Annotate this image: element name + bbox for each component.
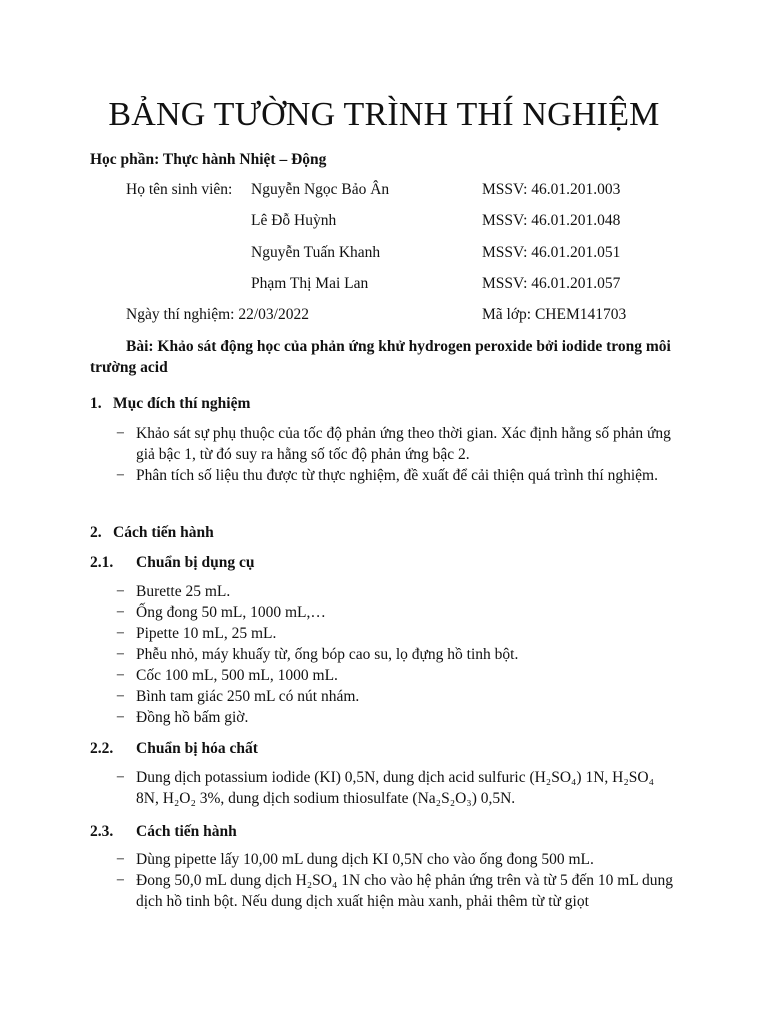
bullet-list	[110, 849, 680, 912]
list-item-text: Dùng pipette lấy 10,00 mL dung dịch KI 0,5N cho vào ống đong 500 mL.	[136, 851, 594, 868]
list-item-text: Cốc 100 mL, 500 mL, 1000 mL.	[136, 667, 338, 684]
dash-bullet: −	[116, 872, 125, 889]
student-name: Nguyễn Ngọc Bảo Ân	[251, 181, 390, 198]
list-item	[110, 665, 680, 686]
dash-bullet: −	[116, 604, 125, 621]
section-title: Cách tiến hành	[113, 524, 214, 541]
dash-bullet: −	[116, 688, 125, 705]
list-item-text: Dung dịch potassium iodide (KI) 0,5N, dung dịch acid sulfuric (H₂SO₄) 1N, H₂SO₄ 8N, H₂O₂ 3%, dung dịch sodium thiosulfate (Na₂S₂O₃) 0,5N.	[136, 769, 654, 807]
list-item-text: Phân tích số liệu thu được từ thực nghiệm, đề xuất để cải thiện quá trình thí nghiệm.	[136, 467, 658, 484]
list-item	[110, 644, 680, 665]
student-id: MSSV: 46.01.201.051	[482, 244, 621, 261]
list-item-text: Đong 50,0 mL dung dịch H₂SO₄ 1N cho vào hệ phản ứng trên và từ 5 đến 10 mL dung dịch hồ tinh bột. Nếu dung dịch xuất hiện màu xanh, phải thêm từ từ giọt	[136, 872, 674, 910]
list-item	[110, 423, 680, 465]
list-item	[110, 849, 680, 870]
dash-bullet: −	[116, 625, 125, 642]
bullet-list	[110, 423, 680, 486]
list-item	[110, 686, 680, 707]
experiment-title-text: Bài: Khảo sát động học của phản ứng khử hydrogen peroxide bởi iodide trong môi trường acid	[90, 338, 671, 376]
subsection-number: 2.3.	[90, 823, 114, 840]
list-item	[110, 581, 680, 602]
dash-bullet: −	[116, 467, 125, 484]
dash-bullet: −	[116, 709, 125, 726]
dash-bullet: −	[116, 646, 125, 663]
experiment-title	[90, 336, 680, 378]
subsection-number: 2.1.	[90, 554, 114, 571]
section-number: 2.	[90, 524, 102, 541]
student-name: Phạm Thị Mai Lan	[251, 275, 369, 292]
student-id: MSSV: 46.01.201.057	[482, 275, 621, 292]
subsection-number: 2.2.	[90, 740, 114, 757]
section-heading	[90, 522, 214, 543]
subsection-heading	[90, 738, 258, 759]
list-item-text: Đồng hồ bấm giờ.	[136, 709, 249, 726]
student-id: MSSV: 46.01.201.003	[482, 181, 621, 198]
list-item	[110, 602, 680, 623]
class-code: Mã lớp: CHEM141703	[482, 306, 627, 323]
student-name: Lê Đỗ Huỳnh	[251, 212, 337, 229]
list-item-text: Burette 25 mL.	[136, 583, 231, 600]
student-id: MSSV: 46.01.201.048	[482, 212, 621, 229]
subsection-title: Chuẩn bị dụng cụ	[136, 554, 255, 571]
list-item	[110, 465, 680, 486]
list-item	[110, 870, 680, 912]
list-item-text: Khảo sát sự phụ thuộc của tốc độ phản ứng theo thời gian. Xác định hằng số phản ứng giả bậc 1, từ đó suy ra hằng số tốc độ phản ứng bậc 2.	[136, 425, 671, 463]
subsection-title: Cách tiến hành	[136, 823, 237, 840]
subsection-heading	[90, 821, 237, 842]
subsection-title: Chuẩn bị hóa chất	[136, 740, 258, 757]
list-item-text: Bình tam giác 250 mL có nút nhám.	[136, 688, 360, 705]
course-name: Học phần: Thực hành Nhiệt – Động	[90, 151, 327, 168]
list-item	[110, 623, 680, 644]
bullet-list	[110, 581, 680, 728]
list-item	[110, 767, 680, 809]
dash-bullet: −	[116, 583, 125, 600]
dash-bullet: −	[116, 425, 125, 442]
section-number: 1.	[90, 395, 102, 412]
section-title: Mục đích thí nghiệm	[113, 395, 251, 412]
dash-bullet: −	[116, 769, 125, 786]
experiment-date: Ngày thí nghiệm: 22/03/2022	[126, 306, 309, 323]
students-label: Họ tên sinh viên:	[126, 181, 233, 198]
page-title: BẢNG TƯỜNG TRÌNH THÍ NGHIỆM	[108, 96, 660, 133]
list-item	[110, 707, 680, 728]
section-heading	[90, 393, 250, 414]
list-item-text: Pipette 10 mL, 25 mL.	[136, 625, 277, 642]
dash-bullet: −	[116, 667, 125, 684]
bullet-list	[110, 767, 680, 809]
list-item-text: Ống đong 50 mL, 1000 mL,…	[136, 604, 326, 621]
list-item-text: Phễu nhỏ, máy khuấy từ, ống bóp cao su, lọ đựng hồ tinh bột.	[136, 646, 519, 663]
dash-bullet: −	[116, 851, 125, 868]
student-name: Nguyễn Tuấn Khanh	[251, 244, 381, 261]
subsection-heading	[90, 552, 254, 573]
